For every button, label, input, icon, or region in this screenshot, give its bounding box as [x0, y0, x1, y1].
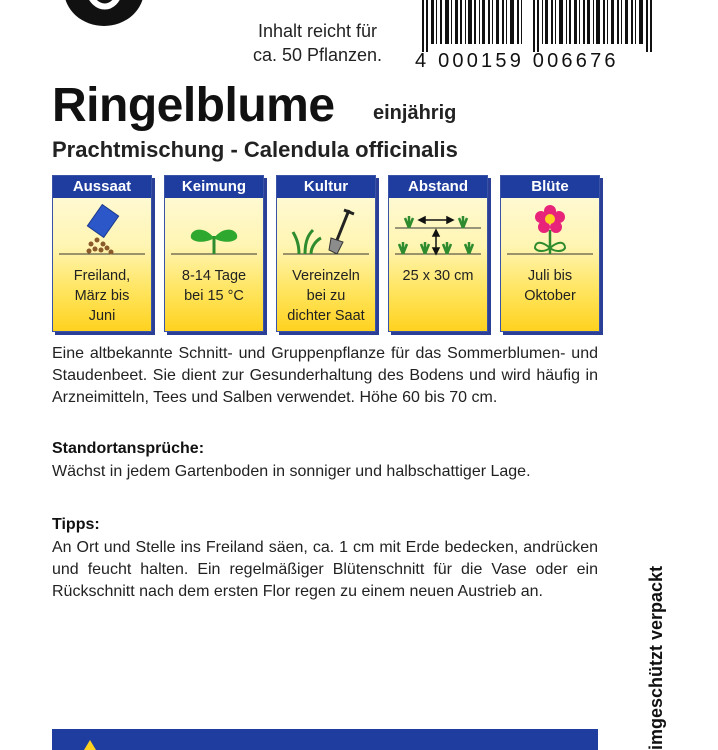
- info-box-title: Keimung: [165, 176, 263, 198]
- info-box-title: Kultur: [277, 176, 375, 198]
- tips-heading: Tipps:: [52, 516, 100, 533]
- info-box-line: März bis: [74, 288, 130, 304]
- description-text: Eine altbekannte Schnitt- und Gruppenpflanze für das Sommerblumen- und Staudenbeet. Sie dient zur Gesunderhaltung des Bodens und wird häufig in Arzneimitteln, Tees und Salben verwendet. Höhe 60 bis 70 cm.: [52, 345, 598, 406]
- capacity-line1: Inhalt reicht für: [257, 21, 378, 41]
- seed-packet-icon: [53, 202, 151, 264]
- info-box-text: [53, 266, 151, 326]
- info-box-title: Abstand: [389, 176, 487, 198]
- info-box-line: 8-14 Tage: [181, 268, 247, 284]
- info-box-text: [389, 266, 487, 286]
- info-box-line: Freiland,: [73, 268, 131, 284]
- tips-text: An Ort und Stelle ins Freiland säen, ca. 1 cm mit Erde bedecken, andrücken und feucht halten. Ein regelmäßiger Blütenschnitt für die Vase oder ein Rückschnitt nach dem ersten Flor regen zu einem neuen Austrieb an.: [52, 539, 598, 600]
- info-box-line: bei 15 °C: [184, 288, 244, 304]
- info-box-line: Juni: [88, 308, 116, 324]
- info-box-text: [501, 266, 599, 306]
- info-box-sowing: [52, 175, 152, 332]
- info-box-line: dichter Saat: [287, 308, 365, 324]
- info-box-text: [277, 266, 375, 326]
- bottom-band: [52, 729, 598, 750]
- barcode-number: 4 000159 006676: [415, 50, 619, 72]
- location-heading: Standortansprüche:: [52, 440, 205, 457]
- location-text: Wächst in jedem Gartenboden in sonniger und halbschattiger Lage.: [52, 463, 531, 480]
- info-box-spacing: [388, 175, 488, 332]
- info-box-title: Blüte: [501, 176, 599, 198]
- capacity-note: [220, 19, 415, 67]
- barcode-icon: [420, 0, 656, 52]
- info-box-line: bei zu: [306, 288, 346, 304]
- info-box-bloom: [500, 175, 600, 332]
- info-box-title: Aussaat: [53, 176, 151, 198]
- info-box-line: Vereinzeln: [292, 268, 360, 284]
- sun-icon: [70, 736, 110, 750]
- seedling-icon: [165, 202, 263, 264]
- info-box-germination: [164, 175, 264, 332]
- info-box-line: Oktober: [524, 288, 576, 304]
- packaging-note: imgeschützt verpackt: [646, 565, 666, 750]
- info-box-cultivation: [276, 175, 376, 332]
- capacity-line2: ca. 50 Pflanzen.: [252, 45, 383, 65]
- product-title: Ringelblume: [52, 79, 335, 132]
- brand-logo-icon: [58, 0, 150, 34]
- spacing-icon: [389, 202, 487, 264]
- info-box-line: 25 x 30 cm: [402, 268, 474, 284]
- info-box-line: Juli bis: [527, 268, 573, 284]
- flower-icon: [501, 202, 599, 264]
- lifecycle-label: einjährig: [373, 102, 457, 124]
- info-box-text: [165, 266, 263, 306]
- spade-plant-icon: [277, 202, 375, 264]
- variety-subtitle: Prachtmischung - Calendula officinalis: [52, 137, 458, 162]
- info-boxes: [52, 175, 602, 332]
